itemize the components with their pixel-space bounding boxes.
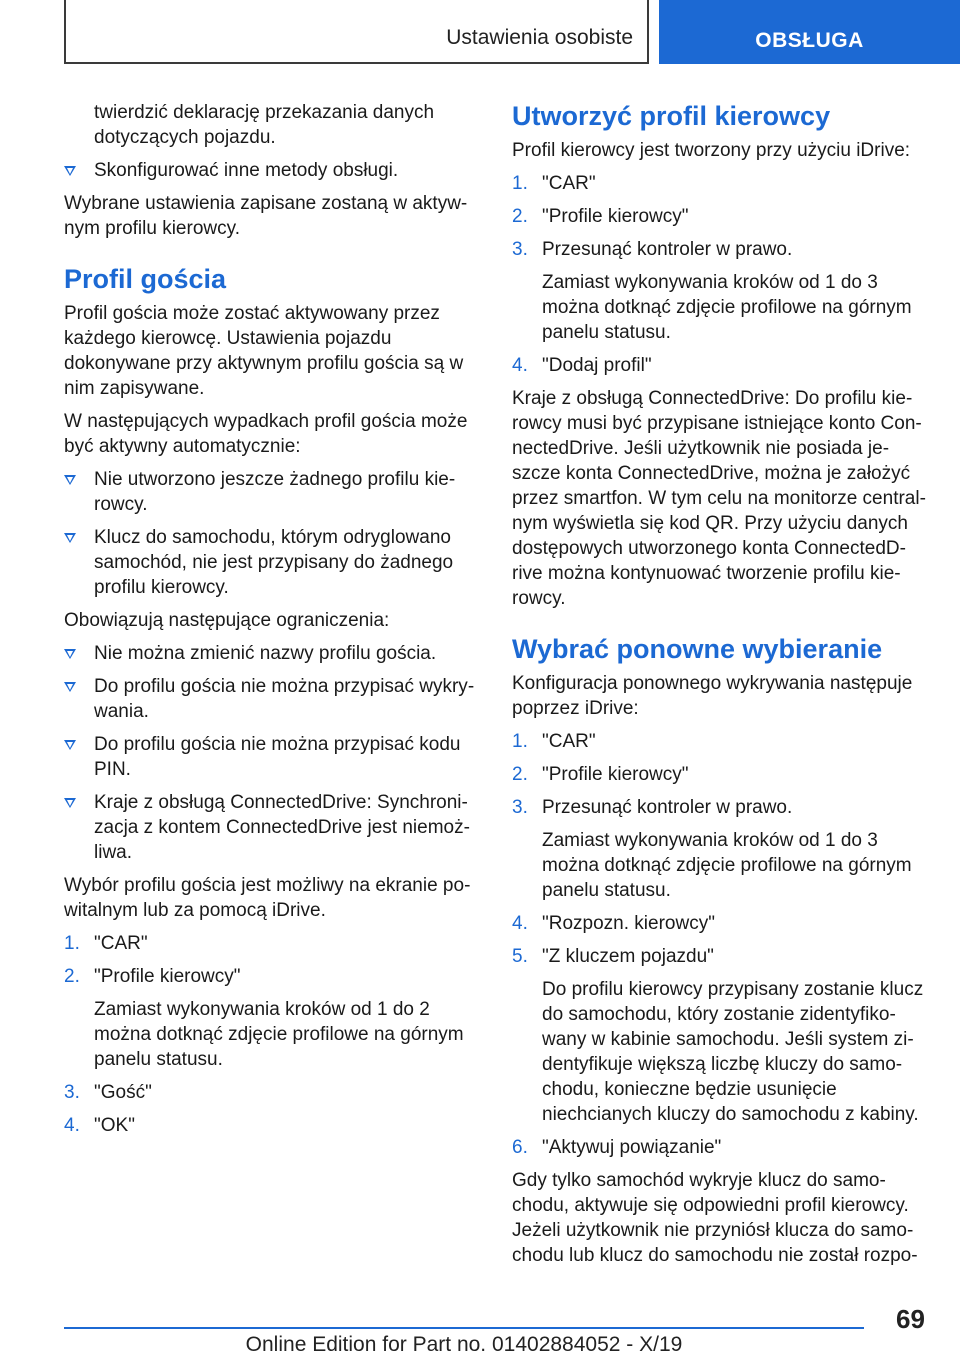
bullet-item: Do profilu gościa nie można przypisać wykrywania. — [64, 674, 476, 724]
footer-divider — [64, 1327, 864, 1329]
step-note: Zamiast wykonywania kroków od 1 do 3 można dotknąć zdjęcie profilowe na górnym panelu statusu. — [542, 830, 912, 901]
bullet-item: Do profilu gościa nie można przypisać kodu PIN. — [64, 732, 476, 782]
step-note: Zamiast wykonywania kroków od 1 do 2 można dotknąć zdjęcie profilowe na górnym panelu statusu. — [94, 999, 464, 1070]
section-heading: Profil gościa — [64, 264, 227, 294]
paragraph: Kraje z obsługą ConnectedDrive: Do profilu kierowcy musi być przypisane istniejące konto ConnectedDrive. Jeśli użytkownik nie posiada jeszcze konta ConnectedDrive, można je założyć przez smartfon. W tym celu na monitorze centralnym wyświetla się kod QR. Przy użyciu danych dostępowych utworzonego konta ConnectedDrive można kontynuować tworzenie profilu kierowcy. — [512, 388, 926, 609]
step-item: 4. "Rozpozn. kierowcy" — [512, 913, 715, 934]
bullet-item: Nie można zmienić nazwy profilu gościa. — [64, 641, 476, 666]
step-item: 4. "OK" — [64, 1115, 135, 1136]
triangle-bullet-icon — [64, 533, 76, 543]
chapter-tab[interactable] — [659, 0, 960, 64]
triangle-bullet-icon — [64, 798, 76, 808]
paragraph: Konfiguracja ponownego wykrywania następuje poprzez iDrive: — [512, 673, 913, 719]
step-item: 1. "CAR" — [64, 933, 148, 954]
header-section-box — [64, 0, 649, 64]
paragraph: twierdzić deklarację przekazania danych dotyczących pojazdu. — [94, 102, 435, 148]
page-number: 69 — [896, 1304, 925, 1334]
step-item: 1. "CAR" — [512, 173, 596, 194]
step-item: 2. "Profile kierowcy" — [512, 206, 689, 227]
right-column — [512, 100, 926, 1276]
paragraph: W następujących wypadkach profil gościa może być aktywny automatycznie: — [64, 411, 468, 457]
step-item: 2. "Profile kierowcy" — [64, 966, 241, 987]
step-item: 4. "Dodaj profil" — [512, 355, 652, 376]
left-column — [64, 100, 476, 1146]
section-heading: Wybrać ponowne wybieranie — [512, 634, 883, 664]
triangle-bullet-icon — [64, 682, 76, 692]
step-note: Zamiast wykonywania kroków od 1 do 3 można dotknąć zdjęcie profilowe na górnym panelu statusu. — [542, 272, 912, 343]
bullet-item: Kraje z obsługą ConnectedDrive: Synchronizacja z kontem ConnectedDrive jest niemożliwa. — [64, 790, 476, 865]
bullet-item: Klucz do samochodu, którym odryglowano samochód, nie jest przypisany do żadnego profilu kierowcy. — [64, 525, 476, 600]
triangle-bullet-icon — [64, 740, 76, 750]
step-item: 3. Przesunąć kontroler w prawo. — [512, 797, 793, 818]
paragraph: Gdy tylko samochód wykryje klucz do samochodu, aktywuje się odpowiedni profil kierowcy. Jeżeli użytkownik nie przyniósł klucza do samochodu lub klucz do samochodu nie został rozpo- — [512, 1170, 918, 1266]
triangle-bullet-icon — [64, 166, 76, 176]
step-item: 3. Przesunąć kontroler w prawo. — [512, 239, 793, 260]
step-note: Do profilu kierowcy przypisany zostanie klucz do samochodu, który zostanie zidentyfikowany w kabinie samochodu. Jeśli system zidentyfikuje większą liczbę kluczy do samochodu, konieczne będzie usunięcie niechcianych kluczy do samochodu z kabiny. — [542, 979, 924, 1125]
step-item: 1. "CAR" — [512, 731, 596, 752]
paragraph: Wybór profilu gościa jest możliwy na ekranie powitalnym lub za pomocą iDrive. — [64, 875, 471, 921]
paragraph: Obowiązują następujące ograniczenia: — [64, 610, 390, 631]
triangle-bullet-icon — [64, 649, 76, 659]
edition-footer: Online Edition for Part no. 01402884052 - X/19 — [245, 1333, 683, 1356]
page-header — [64, 0, 960, 64]
section-heading: Utworzyć profil kierowcy — [512, 101, 831, 131]
section-title: Ustawienia osobiste — [446, 26, 633, 49]
triangle-bullet-icon — [64, 475, 76, 485]
paragraph: Profil kierowcy jest tworzony przy użyciu iDrive: — [512, 140, 911, 161]
step-item: 5. "Z kluczem pojazdu" — [512, 946, 714, 967]
bullet-item: Skonfigurować inne metody obsługi. — [64, 158, 476, 183]
bullet-item: Nie utworzono jeszcze żadnego profilu kierowcy. — [64, 467, 476, 517]
step-item: 3. "Gość" — [64, 1082, 152, 1103]
step-item: 2. "Profile kierowcy" — [512, 764, 689, 785]
step-item: 6. "Aktywuj powiązanie" — [512, 1137, 722, 1158]
paragraph: Wybrane ustawienia zapisane zostaną w aktywnym profilu kierowcy. — [64, 193, 468, 239]
chapter-label: OBSŁUGA — [755, 29, 864, 52]
paragraph: Profil gościa może zostać aktywowany przez każdego kierowcę. Ustawienia pojazdu dokonywane przy aktywnym profilu gościa są w nim zapisywane. — [64, 303, 464, 399]
